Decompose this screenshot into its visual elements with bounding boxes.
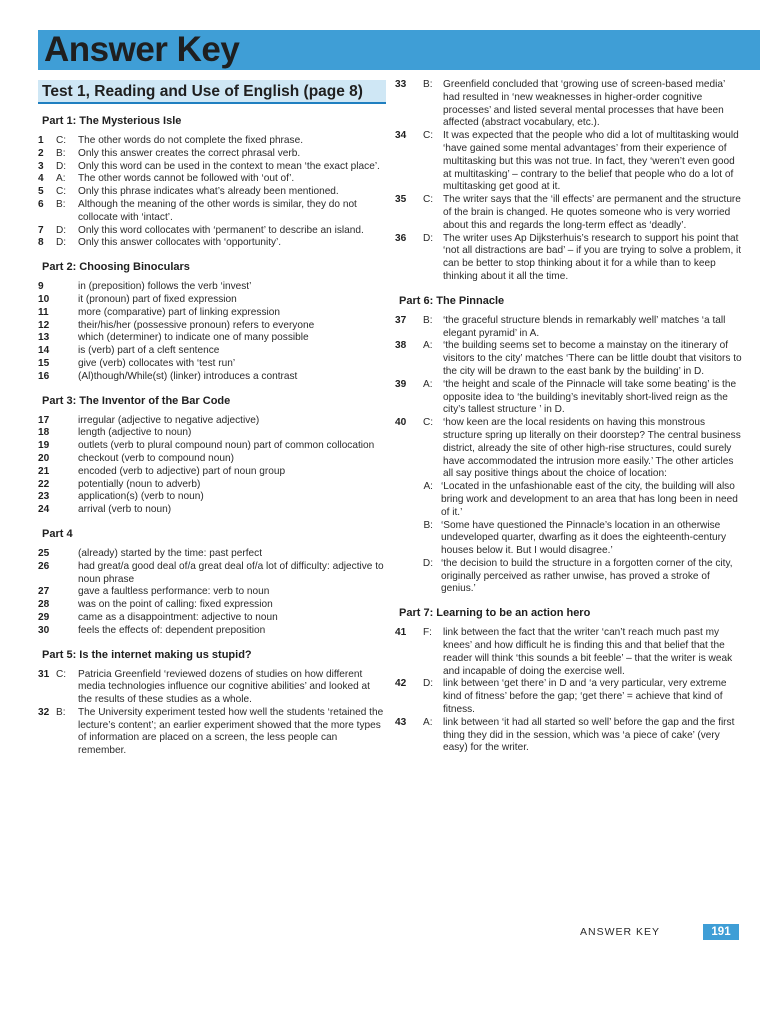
answer-letter: C: — [56, 135, 67, 146]
answer-letter: A: — [423, 378, 433, 390]
answer-letter — [54, 345, 78, 358]
answer-item — [395, 717, 743, 755]
answer-text: feels the effects of: dependent preposition — [78, 624, 266, 636]
answer-text: The other words cannot be followed with ‘out of’. — [78, 173, 295, 185]
answer-text: (already) started by the time: past perfect — [78, 547, 263, 559]
answer-number: 40 — [395, 417, 407, 429]
answer-letter — [54, 491, 78, 504]
answer-number: 31 — [38, 668, 50, 680]
answer-text: which (determiner) to indicate one of many possible — [78, 332, 309, 344]
answer-letter: B: — [423, 314, 433, 326]
part7-heading: Part 7: Learning to be an action hero — [399, 607, 591, 620]
answer-item — [395, 627, 743, 678]
part-heading: Part 2: Choosing Binoculars — [42, 261, 190, 274]
answer-item — [38, 225, 386, 238]
answer-letter: D: — [56, 224, 67, 236]
answer-text: had great/a good deal of/a great deal of/a lot of difficulty: adjective to noun phrase — [78, 560, 384, 585]
answer-number: 6 — [38, 198, 44, 210]
answer-text: in (preposition) follows the verb ‘invest’ — [78, 281, 252, 293]
answer-text: link between ‘it had all started so well’ before the gap and the first thing they did in the session, which was ‘a piece of cake’ (very easy) for the writer. — [443, 716, 735, 754]
answer-item — [395, 79, 743, 130]
answer-text: Greenfield concluded that ‘growing use of screen-based media’ had resulted in ‘new weaknesses in higher-order cognitive processes’ and listed several mental processes that have been affected (abstract vocabulary, etc.). — [443, 79, 725, 129]
answer-item — [38, 586, 386, 599]
answer-item — [395, 315, 743, 341]
answer-letter: C: — [423, 130, 434, 142]
answer-text: The writer uses Ap Dijksterhuis’s research to support his point that ‘not all distractions are bad’ – if you are trying to solve a problem, it can be better to stop thinking about it for a while than to keep thinking about it all the time. — [443, 232, 742, 282]
answer-number: 20 — [38, 452, 50, 464]
answer-list — [38, 415, 386, 517]
answer-item — [38, 479, 386, 492]
answer-number: 43 — [395, 716, 407, 728]
answer-list — [38, 135, 386, 250]
answer-item — [38, 307, 386, 320]
answer-text: Only this phrase indicates what’s already been mentioned. — [78, 186, 339, 198]
answer-item — [38, 491, 386, 504]
answer-item — [38, 358, 386, 371]
answer-letter: F: — [423, 627, 432, 639]
answer-letter — [54, 599, 78, 612]
answer-number: 41 — [395, 627, 407, 639]
answer-item — [38, 135, 386, 148]
answer-text: their/his/her (possessive pronoun) refers to everyone — [78, 319, 315, 331]
answer-number: 24 — [38, 504, 50, 516]
answer-letter — [54, 358, 78, 371]
answer-letter — [54, 612, 78, 625]
answer-item — [38, 415, 386, 428]
answer-item — [38, 707, 386, 758]
answer-text: ‘the building seems set to become a mainstay on the itinerary of visitors to the city’ matches ‘There can be little doubt that visitors to the city will be drawn to the east bank by the building’ in D. — [443, 340, 742, 377]
answer-number: 38 — [395, 340, 407, 352]
answer-text: give (verb) collocates with ‘test run’ — [78, 357, 236, 369]
answer-letter: D: — [423, 232, 434, 244]
answer-letter: C: — [423, 194, 434, 206]
answer-letter — [54, 294, 78, 307]
answer-text: application(s) (verb to noun) — [78, 491, 204, 503]
answer-text: ‘Located in the unfashionable east of the city, the building will also bring work and development to an area that has long been in need of it.’ — [441, 481, 738, 518]
answer-key-banner — [38, 30, 760, 70]
answer-item — [38, 466, 386, 479]
answer-text: Only this word collocates with ‘permanent’ to describe an island. — [78, 224, 364, 236]
answer-sub-item — [395, 520, 743, 558]
answer-item — [395, 194, 743, 232]
part-heading: Part 4 — [42, 527, 73, 540]
answer-item — [395, 340, 743, 378]
answer-number: 17 — [38, 414, 50, 426]
answer-text: ‘the graceful structure blends in remarkably well’ matches ‘a tall elegant pyramid’ in A. — [443, 314, 726, 339]
answer-text: arrival (verb to noun) — [78, 504, 172, 516]
answer-letter: C: — [423, 417, 434, 429]
answer-letter: D: — [56, 160, 67, 172]
answer-number: 34 — [395, 130, 407, 142]
answer-number: 23 — [38, 491, 50, 503]
part-heading: Part 5: Is the internet making us stupid? — [42, 648, 252, 661]
answer-item — [38, 237, 386, 250]
answer-letter — [54, 561, 78, 587]
answer-letter — [54, 332, 78, 345]
answer-number: 29 — [38, 611, 50, 623]
answer-number: 26 — [38, 560, 50, 572]
answer-text: link between the fact that the writer ‘can’t reach much past my knees’ and how difficult he is finding this and that belief that the reader will think ‘this sounds a bit feeble’ – that the writer is weak and incapable of doing the exercise well. — [443, 627, 733, 677]
answer-letter — [54, 466, 78, 479]
answer-item — [395, 678, 743, 716]
answer-number: 1 — [38, 135, 44, 146]
answer-letter — [54, 586, 78, 599]
answer-letter: D: — [422, 557, 433, 569]
answer-number: 11 — [38, 306, 49, 318]
answer-item — [38, 599, 386, 612]
answer-text: The other words do not complete the fixed phrase. — [78, 135, 303, 146]
answer-text: more (comparative) part of linking expression — [78, 306, 280, 318]
answer-text: Although the meaning of the other words is similar, they do not collocate with ‘intact’. — [78, 198, 357, 223]
answer-number: 4 — [38, 173, 44, 185]
answer-number: 18 — [38, 427, 50, 439]
answer-list — [38, 548, 386, 638]
answer-letter — [54, 371, 78, 384]
answer-item — [38, 332, 386, 345]
answer-item — [395, 130, 743, 194]
answer-number: 15 — [38, 357, 50, 369]
answer-sub-item — [395, 558, 743, 596]
answer-text: checkout (verb to compound noun) — [78, 452, 234, 464]
footer-label: ANSWER KEY — [580, 926, 661, 938]
answer-number: 39 — [395, 378, 407, 390]
answer-item — [38, 294, 386, 307]
answer-letter — [54, 427, 78, 440]
answer-item — [38, 345, 386, 358]
part-heading: Part 1: The Mysterious Isle — [42, 115, 182, 127]
answer-letter: C: — [56, 186, 67, 198]
answer-letter — [54, 307, 78, 320]
answer-text: (Al)though/While(st) (linker) introduces a contrast — [78, 370, 298, 382]
answer-item — [38, 148, 386, 161]
answer-letter: B: — [56, 198, 66, 210]
answer-letter: D: — [56, 237, 67, 249]
page-number: 191 — [703, 924, 739, 940]
left-sections — [38, 115, 386, 758]
answer-item — [38, 561, 386, 587]
answer-letter: A: — [423, 716, 433, 728]
answer-text: ‘how keen are the local residents on having this monstrous structure spring up literally on their doorstep? The central business district, already the site of other high-rise structures, could surely have accommodated the intrusion more easily.’ The other articles all say positive things about the choice of location: — [443, 417, 741, 480]
answer-letter: B: — [423, 79, 433, 90]
answer-item — [38, 173, 386, 186]
answer-number: 5 — [38, 186, 44, 198]
answer-letter — [54, 440, 78, 453]
answer-letter: C: — [56, 668, 67, 680]
answer-number: 7 — [38, 224, 44, 236]
answer-item — [38, 281, 386, 294]
answer-letter: B: — [56, 147, 66, 159]
answer-item — [395, 233, 743, 284]
answer-text: gave a faultless performance: verb to noun — [78, 586, 270, 598]
answer-letter — [54, 548, 78, 561]
answer-letter: D: — [423, 678, 434, 690]
answer-letter — [54, 281, 78, 294]
answer-letter: B: — [423, 519, 433, 531]
answer-text: was on the point of calling: fixed expression — [78, 599, 273, 611]
answer-letter: A: — [423, 340, 433, 352]
answer-text: Only this word can be used in the context to mean ‘the exact place’. — [78, 160, 380, 172]
answer-letter — [54, 504, 78, 517]
answer-list — [38, 281, 386, 383]
part6-heading: Part 6: The Pinnacle — [399, 294, 505, 307]
answer-text: Patricia Greenfield ‘reviewed dozens of studies on how different media technologies influence our cognitive abilities’ and looked at the results of these studies as a whole. — [78, 668, 370, 706]
answer-number: 14 — [38, 345, 50, 357]
part6-items — [395, 315, 743, 481]
answer-text: Only this answer creates the correct phrasal verb. — [78, 147, 301, 159]
answer-text: The University experiment tested how well the students ‘retained the lecture’s content’; an earlier experiment showed that the more types of information are placed on a screen, the less people can remember. — [78, 706, 384, 757]
answer-text: ‘the height and scale of the Pinnacle will take some beating’ is the opposite idea to ‘the building’s inevitably short-lived reign as the city’s tallest structure ’ in D. — [443, 378, 737, 416]
answer-number: 12 — [38, 319, 50, 331]
answer-item — [38, 427, 386, 440]
answer-number: 8 — [38, 237, 44, 249]
left-column — [38, 80, 386, 769]
part6-sub-items — [395, 481, 743, 596]
page-title: Answer Key — [44, 30, 240, 69]
answer-item — [395, 379, 743, 417]
answer-text: It was expected that the people who did a lot of multitasking would ‘have gained some mental advantages’ from their experience of multitasking but this was not true. In fact, they ‘weren’t even good at multitasking’ – contrary to the belief that people who do a lot of multitasking get good at it. — [443, 130, 739, 193]
answer-item — [395, 417, 743, 481]
answer-number: 16 — [38, 370, 50, 382]
answer-number: 13 — [38, 332, 50, 344]
answer-number: 32 — [38, 706, 50, 718]
answer-letter: A: — [56, 173, 66, 185]
answer-number: 36 — [395, 232, 407, 244]
answer-text: encoded (verb to adjective) part of noun group — [78, 465, 286, 477]
answer-number: 10 — [38, 293, 50, 305]
answer-letter — [54, 320, 78, 333]
answer-list — [38, 669, 386, 759]
answer-letter: B: — [56, 706, 66, 718]
test-heading: Test 1, Reading and Use of English (page 8) — [38, 80, 386, 104]
answer-number: 37 — [395, 314, 407, 326]
answer-letter — [54, 415, 78, 428]
answer-letter — [54, 479, 78, 492]
answer-item — [38, 199, 386, 225]
answer-text: came as a disappointment: adjective to noun — [78, 611, 278, 623]
answer-number: 22 — [38, 478, 50, 490]
answer-item — [38, 453, 386, 466]
answer-letter — [54, 625, 78, 638]
answer-number: 3 — [38, 160, 44, 172]
answer-item — [38, 320, 386, 333]
answer-item — [38, 161, 386, 174]
answer-item — [38, 612, 386, 625]
answer-text: ‘Some have questioned the Pinnacle’s location in an otherwise undeveloped quarter, dwarfing as it does the eighteenth-century houses below it. But I would disagree.’ — [441, 519, 727, 557]
answer-text: irregular (adjective to negative adjective) — [78, 414, 260, 426]
answer-text: is (verb) part of a cleft sentence — [78, 345, 220, 357]
answer-sub-item — [395, 481, 743, 519]
answer-number: 42 — [395, 678, 407, 690]
answer-item — [38, 186, 386, 199]
answer-number: 19 — [38, 440, 50, 452]
answer-number: 27 — [38, 586, 50, 598]
right-column — [395, 79, 743, 766]
answer-text: Only this answer collocates with ‘opportunity’. — [78, 237, 282, 249]
answer-number: 33 — [395, 79, 407, 90]
answer-text: ‘the decision to build the structure in a forgotten corner of the city, originally perceived as rather unwise, has proved a stroke of genius.’ — [441, 557, 733, 595]
answer-text: potentially (noun to adverb) — [78, 478, 201, 490]
answer-item — [38, 625, 386, 638]
answer-item — [38, 371, 386, 384]
answer-item — [38, 548, 386, 561]
answer-number: 25 — [38, 547, 50, 559]
answer-text: The writer says that the ‘ill effects’ are permanent and the structure of the brain is changed. He quotes someone who is very worried about this and regards the long-term effect as ‘deadly’. — [443, 194, 741, 231]
part5-continued-items — [395, 79, 743, 284]
answer-item — [38, 504, 386, 517]
answer-item — [38, 669, 386, 707]
part7-items — [395, 627, 743, 755]
answer-number: 21 — [38, 465, 50, 477]
answer-number: 35 — [395, 194, 407, 206]
answer-number: 9 — [38, 281, 44, 293]
answer-item — [38, 440, 386, 453]
part-heading: Part 3: The Inventor of the Bar Code — [42, 394, 231, 407]
answer-letter: A: — [423, 481, 433, 493]
answer-number: 28 — [38, 599, 50, 611]
answer-number: 2 — [38, 147, 44, 159]
answer-text: outlets (verb to plural compound noun) part of common collocation — [78, 440, 375, 452]
answer-text: length (adjective to noun) — [78, 427, 192, 439]
answer-letter — [54, 453, 78, 466]
answer-text: link between ‘get there’ in D and ‘a very particular, very extreme kind of fitness’ before the gap; ‘get there’ = achieve that kind of fitness. — [443, 678, 727, 716]
answer-text: it (pronoun) part of fixed expression — [78, 293, 237, 305]
answer-number: 30 — [38, 624, 50, 636]
